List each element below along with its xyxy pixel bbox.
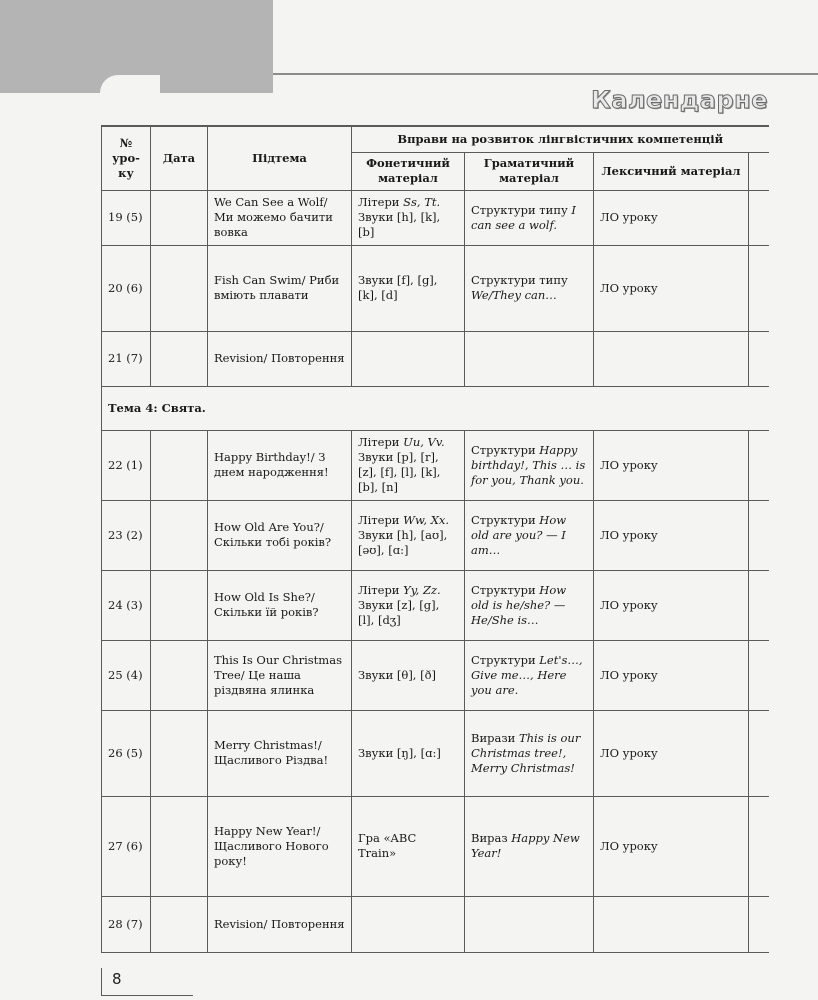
lesson-lexical: ЛО уроку — [594, 245, 749, 331]
lesson-phonetic: Звуки [f], [g], [k], [d] — [352, 245, 465, 331]
lesson-extra — [749, 245, 769, 331]
lesson-phonetic: Літери Ss, Tt. Звуки [h], [k], [b] — [352, 190, 465, 245]
lesson-number: 21 (7) — [102, 331, 151, 386]
lesson-lexical: ЛО уроку — [594, 710, 749, 796]
page-number-rule-horizontal — [101, 995, 193, 996]
lesson-lexical — [594, 896, 749, 952]
lesson-subtopic: Happy New Year!/ Щасливого Нового року! — [208, 796, 352, 896]
table-row — [102, 710, 769, 796]
page-number-rule-vertical — [101, 968, 102, 996]
lesson-phonetic: Літери Ww, Xx. Звуки [h], [aʊ], [əʊ], [ɑ:] — [352, 500, 465, 570]
lesson-date — [151, 190, 208, 245]
lesson-grammar: Вираз Happy New Year! — [465, 796, 594, 896]
lesson-date — [151, 500, 208, 570]
lesson-number: 23 (2) — [102, 500, 151, 570]
lesson-extra — [749, 796, 769, 896]
lesson-grammar: Структури Happy birthday!, This … is for you, Thank you. — [465, 430, 594, 500]
lesson-grammar: Структури типу I can see a wolf. — [465, 190, 594, 245]
lesson-lexical: ЛО уроку — [594, 430, 749, 500]
lesson-extra — [749, 430, 769, 500]
lesson-phonetic: Гра «ABC Train» — [352, 796, 465, 896]
header-row-1 — [102, 126, 769, 152]
header-grammar: Граматичний матеріал — [465, 152, 594, 190]
lesson-grammar: Вирази This is our Christmas tree!, Merry Christmas! — [465, 710, 594, 796]
lesson-date — [151, 245, 208, 331]
lesson-lexical — [594, 331, 749, 386]
lesson-extra — [749, 710, 769, 796]
lesson-date — [151, 570, 208, 640]
lesson-number: 19 (5) — [102, 190, 151, 245]
lesson-date — [151, 331, 208, 386]
lesson-extra — [749, 500, 769, 570]
lesson-grammar: Структури How old is he/she? — He/She is… — [465, 570, 594, 640]
table-row — [102, 430, 769, 500]
header-lexical: Лексичний матеріал — [594, 152, 749, 190]
lesson-number: 22 (1) — [102, 430, 151, 500]
table-row — [102, 570, 769, 640]
lesson-lexical: ЛО уроку — [594, 500, 749, 570]
table-row — [102, 640, 769, 710]
lesson-grammar: Структури How old are you? — I am… — [465, 500, 594, 570]
lesson-phonetic: Звуки [ŋ], [ɑ:] — [352, 710, 465, 796]
lesson-phonetic — [352, 896, 465, 952]
lesson-lexical: ЛО уроку — [594, 640, 749, 710]
lesson-date — [151, 430, 208, 500]
page-heading: Календарне — [591, 86, 768, 114]
lesson-phonetic — [352, 331, 465, 386]
lesson-plan-table — [101, 125, 769, 953]
lesson-date — [151, 796, 208, 896]
table-row — [102, 331, 769, 386]
lesson-number: 26 (5) — [102, 710, 151, 796]
lesson-subtopic: Revision/ Повторення — [208, 331, 352, 386]
lesson-date — [151, 640, 208, 710]
lesson-number: 28 (7) — [102, 896, 151, 952]
lesson-phonetic: Літери Yy, Zz. Звуки [z], [g], [l], [dʒ] — [352, 570, 465, 640]
lesson-phonetic: Звуки [θ], [ð] — [352, 640, 465, 710]
header-curve — [100, 75, 160, 93]
lesson-number: 27 (6) — [102, 796, 151, 896]
lesson-number: 20 (6) — [102, 245, 151, 331]
lesson-number: 24 (3) — [102, 570, 151, 640]
lesson-lexical: ЛО уроку — [594, 796, 749, 896]
lesson-subtopic: Fish Can Swim/ Риби вміють плавати — [208, 245, 352, 331]
header-num: № уро-ку — [102, 126, 151, 190]
lesson-date — [151, 896, 208, 952]
table-row — [102, 896, 769, 952]
lesson-extra — [749, 331, 769, 386]
table-row — [102, 796, 769, 896]
header-phonetic: Фонетичний матеріал — [352, 152, 465, 190]
lesson-number: 25 (4) — [102, 640, 151, 710]
theme-title: Тема 4: Свята. — [102, 386, 769, 430]
table-row — [102, 500, 769, 570]
page-number: 8 — [112, 970, 122, 988]
lesson-subtopic: This Is Our Christmas Tree/ Це наша різдвяна ялинка — [208, 640, 352, 710]
lesson-date — [151, 710, 208, 796]
lesson-lexical: ЛО уроку — [594, 570, 749, 640]
lesson-subtopic: Merry Christmas!/ Щасливого Різдва! — [208, 710, 352, 796]
lesson-lexical: ЛО уроку — [594, 190, 749, 245]
lesson-subtopic: How Old Are You?/ Скільки тобі років? — [208, 500, 352, 570]
lesson-subtopic: We Can See a Wolf/ Ми можемо бачити вовка — [208, 190, 352, 245]
lesson-extra — [749, 190, 769, 245]
lesson-extra — [749, 640, 769, 710]
lesson-grammar — [465, 331, 594, 386]
lesson-grammar: Структури Let's…, Give me…, Here you are. — [465, 640, 594, 710]
lesson-subtopic: Revision/ Повторення — [208, 896, 352, 952]
header-subtopic: Підтема — [208, 126, 352, 190]
lesson-subtopic: How Old Is She?/ Скільки їй років? — [208, 570, 352, 640]
header-date: Дата — [151, 126, 208, 190]
theme-row — [102, 386, 769, 430]
header-rule — [273, 73, 818, 75]
header-exercises: Вправи на розвиток лінгвістичних компетенцій — [352, 126, 769, 152]
lesson-grammar: Структури типу We/They can… — [465, 245, 594, 331]
lesson-phonetic: Літери Uu, Vv. Звуки [p], [r], [z], [f], [l], [k], [b], [n] — [352, 430, 465, 500]
table-row — [102, 190, 769, 245]
header-extra — [749, 152, 769, 190]
lesson-extra — [749, 570, 769, 640]
lesson-grammar — [465, 896, 594, 952]
table-row — [102, 245, 769, 331]
lesson-extra — [749, 896, 769, 952]
lesson-subtopic: Happy Birthday!/ З днем народження! — [208, 430, 352, 500]
